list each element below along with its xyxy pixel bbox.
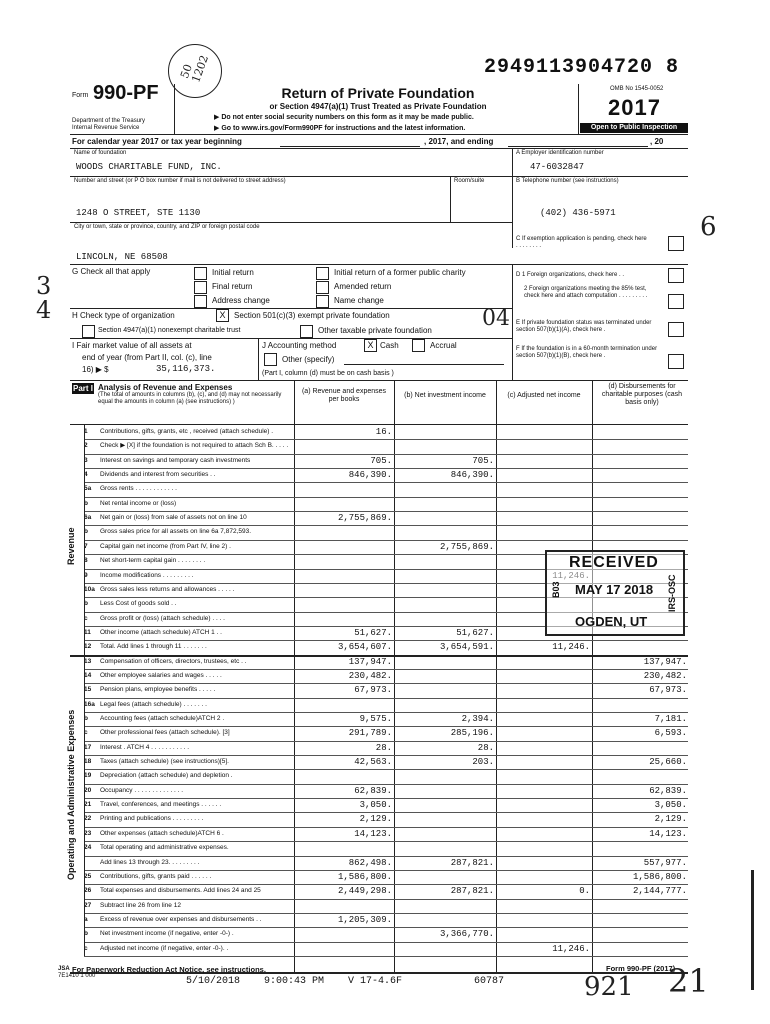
line-number: 1 bbox=[84, 428, 88, 435]
line-description: Gross rents . . . . . . . . . . . . bbox=[100, 485, 177, 493]
part-i-line-row bbox=[70, 870, 294, 885]
handwritten-6: 6 bbox=[700, 212, 717, 242]
fmv-line2: end of year (from Part II, col. (c), line bbox=[82, 353, 212, 362]
city-value: LINCOLN, NE 68508 bbox=[76, 252, 168, 262]
former-public-charity-checkbox[interactable] bbox=[316, 267, 329, 280]
line-description: Other expenses (attach schedule)ATCH 6 . bbox=[100, 829, 224, 837]
handwritten-4: 4 bbox=[36, 296, 52, 324]
part-i-line-row bbox=[70, 942, 294, 957]
line-description: Legal fees (attach schedule) . . . . . . . bbox=[100, 700, 207, 708]
line-number: 5a bbox=[84, 485, 92, 493]
line-number: b bbox=[84, 499, 88, 507]
line-value-col-d: 137,947. bbox=[643, 656, 687, 667]
calendar-label: For calendar year 2017 or tax year beginning bbox=[72, 137, 242, 146]
line-number: 7 bbox=[84, 542, 88, 550]
line-value-col-a: 28. bbox=[375, 742, 392, 753]
line-value-col-b: 285,196. bbox=[450, 728, 494, 739]
foundation-name: WOODS CHARITABLE FUND, INC. bbox=[76, 162, 222, 172]
line-description: Depreciation (attach schedule) and depletion . bbox=[100, 772, 233, 780]
line-value-col-d: 2,144,777. bbox=[632, 886, 687, 897]
col-c-header: (c) Adjusted net income bbox=[507, 392, 581, 399]
final-return-checkbox[interactable] bbox=[194, 281, 207, 294]
line-value-col-a: 62,839. bbox=[354, 785, 392, 796]
line-description: Net gain or (loss) from sale of assets not on line 10 bbox=[100, 514, 247, 522]
part-i-line-row bbox=[70, 439, 294, 454]
line-value-col-a: 16. bbox=[375, 427, 392, 437]
line-description: Adjusted net income (if negative, enter -0-). . bbox=[100, 944, 229, 952]
part-i-line-row bbox=[70, 468, 294, 483]
part-i-line-row bbox=[70, 698, 294, 713]
line-value-col-a: 3,050. bbox=[359, 800, 392, 811]
line-description: Net investment income (if negative, enter -0-) . bbox=[100, 930, 234, 938]
4947-label: Section 4947(a)(1) nonexempt charitable trust bbox=[98, 327, 241, 334]
part-i-line-row bbox=[70, 755, 294, 770]
line-value-col-a: 2,129. bbox=[359, 814, 392, 825]
line-value-col-a: 2,755,869. bbox=[337, 513, 392, 524]
line-number: 12 bbox=[84, 643, 92, 651]
accrual-label: Accrual bbox=[430, 341, 457, 350]
dept-label: Department of the Treasury bbox=[72, 118, 146, 124]
line-number: b bbox=[84, 715, 88, 722]
line-number: c bbox=[84, 614, 88, 622]
line-number: b bbox=[84, 930, 88, 938]
line-description: Other income (attach schedule) ATCH 1 . . bbox=[100, 628, 222, 636]
line-description: Compensation of officers, directors, trustees, etc . . bbox=[100, 657, 247, 665]
open-public-banner: Open to Public Inspection bbox=[580, 123, 688, 133]
line-description: Contributions, gifts, grants paid . . . . . . bbox=[100, 872, 212, 880]
line-number: 15 bbox=[84, 686, 92, 694]
part-i-line-row bbox=[70, 612, 294, 627]
form-reference: Form 990-PF (2017) bbox=[606, 964, 676, 973]
col-a-header: (a) Revenue and expenses per books bbox=[301, 388, 387, 403]
line-number: 18 bbox=[84, 758, 92, 766]
line-value-col-d: 7,181. bbox=[654, 714, 687, 724]
revenue-side-label: Revenue bbox=[66, 527, 76, 565]
line-description: Net rental income or (loss) bbox=[100, 499, 177, 507]
line-description: Subtract line 26 from line 12 bbox=[100, 901, 181, 909]
line-number: 20 bbox=[84, 786, 92, 794]
line-description: Printing and publications . . . . . . . . . bbox=[100, 815, 204, 823]
line-description: Travel, conferences, and meetings . . . . . . bbox=[100, 801, 222, 809]
jsa-code: 7E1410 1 000 bbox=[58, 973, 96, 979]
line-number: 22 bbox=[84, 815, 92, 823]
line-value-col-a: 3,654,607. bbox=[337, 642, 392, 653]
line-value-col-a: 291,789. bbox=[348, 728, 392, 739]
omb-number: OMB No 1545-0052 bbox=[610, 86, 664, 92]
line-value-col-b: 2,755,869. bbox=[439, 541, 494, 552]
line-number: 13 bbox=[84, 657, 92, 665]
foreign-org-label: D 1 Foreign organizations, check here . . bbox=[516, 272, 625, 278]
termination-60-checkbox[interactable] bbox=[668, 354, 684, 369]
accrual-checkbox[interactable] bbox=[412, 339, 425, 352]
terminated-status-label: E If private foundation status was terminated under section 507(b)(1)(A), check here . bbox=[516, 320, 652, 333]
line-value-col-d: 67,973. bbox=[649, 685, 687, 696]
part-i-line-row bbox=[70, 726, 294, 741]
line-description: Check ▶ [X] if the foundation is not required to attach Sch B. . . . . bbox=[100, 442, 289, 450]
other-taxable-checkbox[interactable] bbox=[300, 325, 313, 338]
line-value-col-a: 230,482. bbox=[348, 670, 392, 681]
501c3-label: Section 501(c)(3) exempt private foundation bbox=[234, 311, 390, 320]
line-number: 16a bbox=[84, 700, 95, 708]
part-i-line-row bbox=[70, 482, 294, 497]
other-method-checkbox[interactable] bbox=[264, 353, 277, 366]
line-value-col-b: 51,627. bbox=[456, 627, 494, 638]
line-number: 2 bbox=[84, 442, 88, 450]
form-title: Return of Private Foundation bbox=[281, 85, 475, 101]
handwritten-bottom-2: 21 bbox=[668, 962, 709, 1000]
part-i-line-row bbox=[70, 784, 294, 799]
name-change-checkbox[interactable] bbox=[316, 295, 329, 308]
part-i-line-row bbox=[70, 425, 294, 440]
expenses-side-label: Operating and Administrative Expenses bbox=[66, 709, 76, 880]
line-description: Occupancy . . . . . . . . . . . . . . bbox=[100, 786, 184, 794]
line-value-col-a: 67,973. bbox=[354, 685, 392, 696]
line-value-col-d: 25,660. bbox=[649, 757, 687, 768]
line-value-col-a: 9,575. bbox=[359, 714, 392, 724]
year-end-label: , 20 bbox=[650, 137, 664, 146]
former-public-charity-label: Initial return of a former public charity bbox=[334, 268, 466, 277]
part-i-line-row bbox=[70, 812, 294, 827]
form-subtitle: or Section 4947(a)(1) Trust Treated as Private Foundation bbox=[269, 102, 487, 111]
received-stamp-city: OGDEN, UT bbox=[575, 614, 648, 629]
part-i-line-row bbox=[70, 497, 294, 512]
tax-year: 2017 bbox=[608, 95, 661, 120]
section-h-label: H Check type of organization bbox=[72, 311, 175, 320]
line-value-col-a: 14,123. bbox=[354, 828, 392, 839]
line-value-col-a: 51,627. bbox=[354, 627, 392, 638]
part-i-line-row bbox=[70, 884, 294, 899]
501c3-checkbox[interactable]: X bbox=[216, 309, 229, 322]
line-number: 10a bbox=[84, 585, 95, 593]
line-description: Interest on savings and temporary cash investments bbox=[100, 456, 251, 464]
line-number: 11 bbox=[84, 628, 91, 636]
line-number: 17 bbox=[84, 743, 92, 751]
line-description: Net short-term capital gain . . . . . . . . bbox=[100, 557, 206, 565]
part-i-line-row bbox=[70, 655, 294, 670]
part-i-line-row bbox=[70, 569, 294, 584]
barcode-number: 2949113904720 8 bbox=[484, 56, 680, 79]
line-description: Total. Add lines 1 through 11 . . . . . . . bbox=[100, 643, 207, 651]
line-value-col-a: 846,390. bbox=[348, 470, 392, 481]
paperwork-notice: For Paperwork Reduction Act Notice, see instructions. bbox=[72, 965, 266, 974]
fmv-amount: 35,116,373. bbox=[156, 364, 216, 374]
ein-label: A Employer identification number bbox=[516, 150, 604, 156]
line-number: 26 bbox=[84, 887, 92, 895]
termination-60-label: F If the foundation is in a 60-month termination under section 507(b)(1)(B), check here . bbox=[516, 346, 658, 359]
right-margin-mark bbox=[751, 870, 754, 990]
part-i-line-row bbox=[70, 454, 294, 469]
part-i-line-row bbox=[70, 525, 294, 540]
line-number: 19 bbox=[84, 772, 92, 780]
line-description: Pension plans, employee benefits . . . . . bbox=[100, 686, 216, 694]
line-number: c bbox=[84, 729, 88, 737]
line-value-col-d: 62,839. bbox=[649, 785, 687, 796]
line-number: 23 bbox=[84, 829, 92, 837]
handwritten-bottom-1: 921 bbox=[584, 972, 634, 1002]
line-number: 9 bbox=[84, 571, 88, 579]
line-value-col-b: 287,821. bbox=[450, 886, 494, 897]
line-description: Total expenses and disbursements. Add lines 24 and 25 bbox=[100, 887, 261, 895]
line-number: 3 bbox=[84, 456, 88, 464]
address-change-label: Address change bbox=[212, 296, 270, 305]
line-value-col-d: 1,586,800. bbox=[632, 871, 687, 882]
and-ending-label: , 2017, and ending bbox=[424, 137, 494, 146]
line-value-col-b: 705. bbox=[472, 455, 494, 466]
line-number: 21 bbox=[84, 801, 92, 809]
irs-label: Internal Revenue Service bbox=[72, 125, 140, 131]
line-value-col-b: 3,366,770. bbox=[439, 929, 494, 940]
batch-number: 60787 bbox=[474, 976, 505, 987]
part-i-line-row bbox=[70, 669, 294, 684]
line-value-col-c: 0. bbox=[579, 886, 590, 897]
col-d-header: (d) Disbursements for charitable purposes (cash basis only) bbox=[601, 383, 683, 406]
foreign-org-checkbox[interactable] bbox=[668, 268, 684, 283]
row-divider bbox=[84, 956, 688, 957]
line-number: a bbox=[84, 915, 88, 923]
line-description: Total operating and administrative expenses. bbox=[100, 844, 229, 852]
line-number: 24 bbox=[84, 844, 92, 852]
name-change-label: Name change bbox=[334, 296, 384, 305]
part-i-line-row bbox=[70, 683, 294, 698]
line-value-col-d: 2,129. bbox=[654, 814, 687, 825]
col-b-header: (b) Net investment income bbox=[404, 392, 486, 399]
received-stamp bbox=[545, 550, 685, 636]
line-description: Add lines 13 through 23. . . . . . . . . bbox=[100, 858, 200, 866]
exemption-label: C If exemption application is pending, check here . . . . . . . . bbox=[516, 236, 647, 249]
section-g-label: G Check all that apply bbox=[72, 267, 151, 276]
foreign-85-label: 2 Foreign organizations meeting the 85% test, check here and attach computation . . . . . . . . . bbox=[524, 286, 648, 299]
part-i-line-row bbox=[70, 913, 294, 928]
address-change-checkbox[interactable] bbox=[194, 295, 207, 308]
part-i-line-row bbox=[70, 511, 294, 526]
amended-return-label: Amended return bbox=[334, 282, 392, 291]
line-description: Gross sales less returns and allowances . . . . . bbox=[100, 585, 235, 593]
part-i-line-row bbox=[70, 554, 294, 569]
final-return-label: Final return bbox=[212, 282, 253, 291]
line-description: Dividends and interest from securities . . bbox=[100, 471, 216, 479]
received-stamp-right-code: IRS-OSC bbox=[667, 574, 677, 612]
line-value-col-a: 705. bbox=[370, 455, 392, 466]
part-i-line-row bbox=[70, 798, 294, 813]
line-value-col-b: 2,394. bbox=[461, 714, 494, 724]
line-number: 6a bbox=[84, 514, 92, 522]
line-number: c bbox=[84, 944, 88, 952]
accounting-method-label: J Accounting method bbox=[262, 341, 337, 350]
part-i-title: Analysis of Revenue and Expenses bbox=[98, 383, 233, 392]
line-value-col-d: 6,593. bbox=[654, 728, 687, 739]
handwritten-h-mark: 04 bbox=[482, 306, 510, 331]
ein-value: 47-6032847 bbox=[530, 162, 585, 172]
part-i-line-row bbox=[70, 540, 294, 555]
revenue-expense-divider bbox=[70, 655, 688, 657]
part-i-line-row bbox=[70, 712, 294, 727]
print-timestamp: 5/10/2018 9:00:43 PM V 17-4.6F bbox=[186, 976, 403, 987]
line-number: 25 bbox=[84, 872, 92, 880]
line-value-col-b: 3,654,591. bbox=[439, 642, 494, 653]
line-number: b bbox=[84, 528, 88, 536]
instruction-ssn: ▶ Do not enter social security numbers on this form as it may be made public. bbox=[214, 114, 474, 121]
line-description: Other employee salaries and wages . . . . . bbox=[100, 671, 222, 679]
line-value-col-a: 862,498. bbox=[348, 857, 392, 868]
foreign-85-checkbox[interactable] bbox=[668, 294, 684, 309]
street-value: 1248 O STREET, STE 1130 bbox=[76, 208, 201, 218]
line-description: Income modifications . . . . . . . . . bbox=[100, 571, 194, 579]
line-value-col-b: 28. bbox=[477, 742, 494, 753]
instruction-url: ▶ Go to www.irs.gov/Form990PF for instructions and the latest information. bbox=[214, 125, 466, 132]
part-i-note: (The total of amounts in columns (b), (c), and (d) may not necessarily equal the amounts in column (a) (see instructions) ) bbox=[98, 392, 282, 405]
received-stamp-left-code: B03 bbox=[551, 581, 561, 598]
line-value-col-d: 3,050. bbox=[654, 800, 687, 811]
line-value-col-b: 846,390. bbox=[450, 470, 494, 481]
line-description: Less Cost of goods sold . . bbox=[100, 600, 177, 608]
line-description: Accounting fees (attach schedule)ATCH 2 . bbox=[100, 715, 225, 722]
form-number: 990-PF bbox=[93, 82, 159, 104]
line-description: Capital gain net income (from Part IV, line 2) . bbox=[100, 542, 231, 550]
line-description: Interest . ATCH 4 . . . . . . . . . . . bbox=[100, 743, 190, 751]
amended-return-checkbox[interactable] bbox=[316, 281, 329, 294]
street-label: Number and street (or P O box number if mail is not delivered to street address) bbox=[74, 178, 286, 184]
line-description: Gross profit or (loss) (attach schedule) . . . . bbox=[100, 614, 225, 622]
line-value-col-b: 287,821. bbox=[450, 857, 494, 868]
jsa-label: JSA bbox=[58, 966, 70, 972]
part-i-line-row bbox=[70, 927, 294, 942]
line-value-col-d: 230,482. bbox=[643, 670, 687, 681]
line-description: Other professional fees (attach schedule). [3] bbox=[100, 729, 230, 737]
line-number: b bbox=[84, 600, 88, 608]
received-stamp-date: MAY 17 2018 bbox=[575, 582, 654, 597]
line-value-col-c: 11,246. bbox=[552, 943, 590, 954]
initial-return-label: Initial return bbox=[212, 268, 254, 277]
cash-checkbox[interactable]: X bbox=[364, 339, 377, 352]
exemption-checkbox[interactable] bbox=[668, 236, 684, 251]
line-value-col-d: 14,123. bbox=[649, 828, 687, 839]
line-number: 8 bbox=[84, 557, 88, 565]
city-label: City or town, state or province, country, and ZIP or foreign postal code bbox=[74, 224, 260, 230]
part-i-line-row bbox=[70, 899, 294, 914]
line-number: 14 bbox=[84, 671, 92, 679]
line-value-col-a: 42,563. bbox=[354, 757, 392, 768]
form-prefix: Form bbox=[72, 92, 89, 99]
line-number-divider bbox=[84, 425, 85, 956]
name-label: Name of foundation bbox=[74, 150, 127, 156]
line-number: 4 bbox=[84, 471, 88, 479]
line-description: Gross sales price for all assets on line 6a 7,872,593. bbox=[100, 528, 252, 536]
part-i-line-row bbox=[70, 626, 294, 641]
part-i-line-row bbox=[70, 583, 294, 598]
part-i-line-row bbox=[70, 640, 294, 655]
circle-stamp-text: 50 1202 bbox=[177, 53, 212, 85]
phone-label: B Telephone number (see instructions) bbox=[516, 178, 619, 184]
phone-value: (402) 436-5971 bbox=[540, 208, 616, 218]
part-i-line-row bbox=[70, 841, 294, 856]
handwritten-3: 3 bbox=[36, 272, 52, 300]
terminated-status-checkbox[interactable] bbox=[668, 322, 684, 337]
part-i-tag: Part I bbox=[72, 384, 93, 393]
cash-basis-note: (Part I, column (d) must be on cash basis ) bbox=[262, 370, 394, 377]
line-value-col-a: 2,449,298. bbox=[337, 886, 392, 897]
part-i-line-row bbox=[70, 827, 294, 842]
cash-label: Cash bbox=[380, 341, 399, 350]
line-description: Excess of revenue over expenses and disbursements . . bbox=[100, 915, 262, 923]
room-label: Room/suite bbox=[454, 178, 485, 184]
other-method-label: Other (specify) bbox=[282, 355, 335, 364]
received-stamp-title: RECEIVED bbox=[569, 554, 659, 571]
part-i-line-row bbox=[70, 597, 294, 612]
part-i-line-row bbox=[70, 741, 294, 756]
line-description: Contributions, gifts, grants, etc , received (attach schedule) . bbox=[100, 428, 274, 435]
line-description: Taxes (attach schedule) (see instructions)[5]. bbox=[100, 758, 229, 766]
4947-checkbox[interactable] bbox=[82, 325, 95, 338]
line-value-col-d: 557,977. bbox=[643, 857, 687, 868]
line-value-col-a: 1,586,800. bbox=[337, 871, 392, 882]
line-value-col-a: 1,205,309. bbox=[337, 914, 392, 925]
line-value-col-a: 137,947. bbox=[348, 656, 392, 667]
fmv-line3: 16) ▶ $ bbox=[82, 365, 109, 374]
line-value-col-b: 203. bbox=[472, 757, 494, 768]
part-i-line-row bbox=[70, 856, 294, 871]
line-number: 27 bbox=[84, 901, 92, 909]
part-i-line-row bbox=[70, 769, 294, 784]
fmv-line1: I Fair market value of all assets at bbox=[72, 341, 192, 350]
initial-return-checkbox[interactable] bbox=[194, 267, 207, 280]
line-value-col-c: 11,246. bbox=[552, 642, 590, 653]
other-taxable-label: Other taxable private foundation bbox=[318, 326, 432, 335]
